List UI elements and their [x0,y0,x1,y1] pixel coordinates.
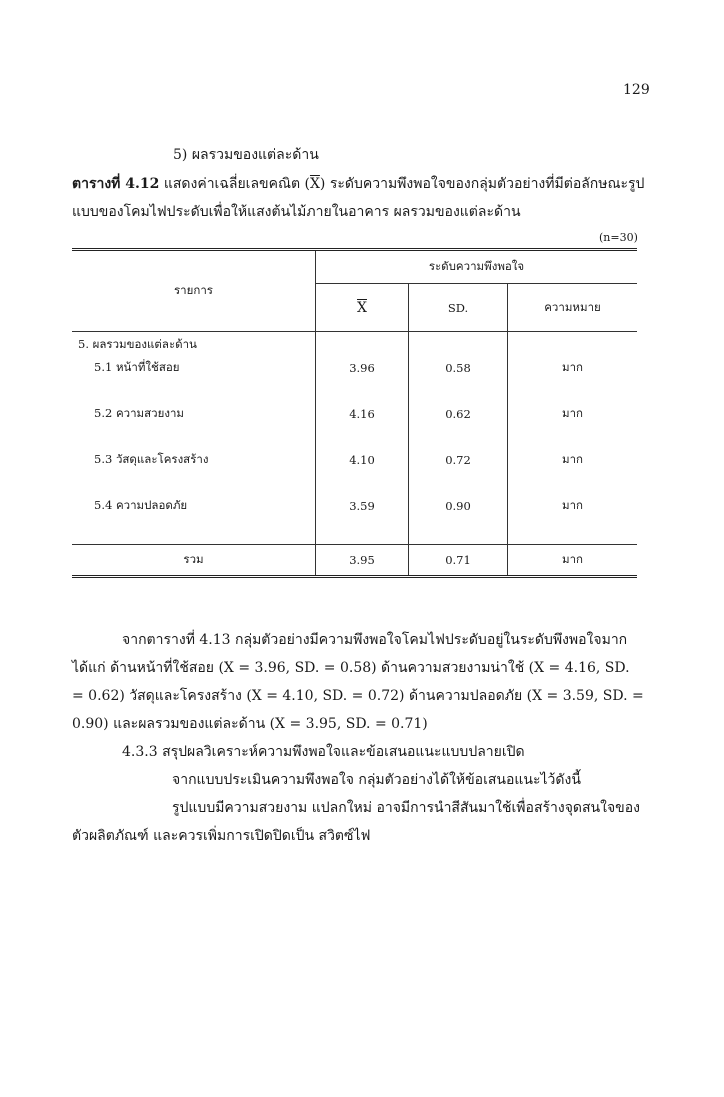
caption-text-after: ) ระดับความพึงพอใจของกลุ่มตัวอย่างที่มีต่อลักษณะรูปแบบของโคมไฟประดับเพื่อให้แสงต้นไม้ภายในอาคาร ผลรวมของแต่ละด้าน [72,176,645,220]
row-mean: 3.96 [316,354,409,382]
row-sd: 0.72 [409,446,508,474]
table-row [72,354,637,382]
total-row [72,544,637,576]
row-mean: 4.16 [316,400,409,428]
results-table [72,248,637,578]
header-meaning: ความหมาย [508,284,638,332]
table-caption [72,170,647,226]
row-meaning: มาก [508,354,638,382]
open-ended-intro: จากแบบประเมินความพึงพอใจ กลุ่มตัวอย่างได้ให้ข้อเสนอแนะไว้ดังนี้ [172,772,581,788]
total-sd: 0.71 [409,544,508,576]
suggestion-paragraph: รูปแบบมีความสวยงาม แปลกใหม่ อาจมีการนำสีสันมาใช้เพื่อสร้างจุดสนใจของตัวผลิตภัณฑ์ และควรเพิ่มการเปิดปิดเป็น สวิตซ์ไฟ [72,800,640,844]
table-row [72,446,637,474]
row-sd: 0.62 [409,400,508,428]
section-heading: 5) ผลรวมของแต่ละด้าน [173,147,319,163]
total-mean: 3.95 [316,544,409,576]
header-mean: $\overline{X}$ [316,284,409,332]
row-item: 5.4 ความปลอดภัย [94,497,188,512]
total-meaning: มาก [508,544,638,576]
caption-text-before: แสดงค่าเฉลี่ยเลขคณิต ( [163,176,310,192]
row-item: 5.3 วัสดุและโครงสร้าง [94,451,209,466]
page-number: 129 [623,82,650,98]
row-sd: 0.58 [409,354,508,382]
table-row [72,400,637,428]
header-item: รายการ [72,250,316,332]
mean-symbol: $\overline{X}$ [309,176,320,192]
row-meaning: มาก [508,400,638,428]
row-item: 5.2 ความสวยงาม [94,405,185,420]
section-4-3-3-heading: 4.3.3 สรุปผลวิเคราะห์ความพึงพอใจและข้อเสนอแนะแบบปลายเปิด [122,744,525,760]
caption-label: ตารางที่ 4.12 [72,176,160,192]
row-mean: 4.10 [316,446,409,474]
row-mean: 3.59 [316,492,409,520]
row-meaning: มาก [508,492,638,520]
table-row [72,492,637,520]
row-meaning: มาก [508,446,638,474]
summary-paragraph: จากตารางที่ 4.13 กลุ่มตัวอย่างมีความพึงพอใจโคมไฟประดับอยู่ในระดับพึงพอใจมาก ได้แก่ ด้านหน้าที่ใช้สอย (X = 3.96, SD. = 0.58) ด้านความสวยงามน่าใช้ (X = 4.16, SD. = 0.62) วัสดุและโครงสร้าง (X = 4.10, SD. = 0.72) ด้านความปลอดภัย (X = 3.59, SD. = 0.90) และผลรวมของแต่ละด้าน (X = 3.95, SD. = 0.71) [72,632,644,732]
row-sd: 0.90 [409,492,508,520]
header-group: ระดับความพึงพอใจ [316,250,638,284]
total-item: รวม [72,544,316,576]
group-label: 5. ผลรวมของแต่ละด้าน [78,336,197,351]
header-sd: SD. [409,284,508,332]
sample-size: (n=30) [599,231,638,244]
row-item: 5.1 หน้าที่ใช้สอย [94,359,180,374]
